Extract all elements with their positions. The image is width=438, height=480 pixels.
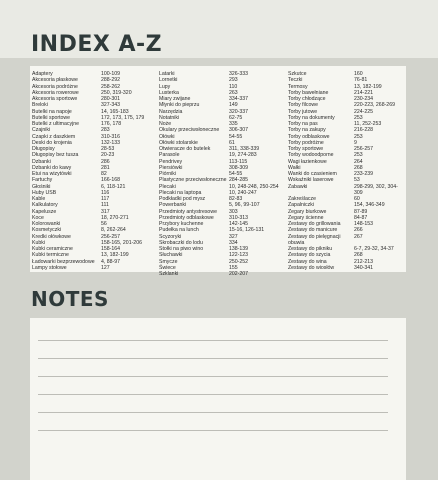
index-term: Zestawy do pikniku (288, 246, 333, 252)
index-pages: 250-252 (229, 258, 249, 265)
note-line[interactable] (38, 412, 388, 413)
index-pages: 20-23 (101, 152, 115, 159)
index-term: Wałki (288, 164, 301, 171)
index-pages: 122-123 (229, 252, 249, 259)
index-term: Smycze (159, 258, 178, 265)
index-pages: 54-55 (229, 171, 243, 177)
index-term: Zestawy do grillowania (288, 221, 341, 227)
index-term: Lupy (159, 83, 171, 90)
index-pages: 216-228 (354, 127, 374, 134)
index-term: Kalkulatory (32, 202, 58, 209)
index-term: Dzbanki do kawy (32, 164, 72, 171)
index-term: Kosmetyczki (32, 227, 62, 234)
index-pages: 87-89 (354, 208, 368, 215)
index-term: Scyzoryki (159, 233, 182, 240)
index-pages: 132-133 (101, 139, 121, 146)
index-term: Torby na pas (288, 121, 318, 127)
index-term: Kapelusze (32, 208, 57, 215)
index-term: Torby jutowe (288, 108, 318, 115)
index-pages: 142-145 (229, 221, 249, 227)
index-term: Narzędzia (159, 108, 183, 115)
index-term: Piersiówki (159, 164, 183, 171)
index-term: Torby na zakupy (288, 127, 326, 134)
index-pages: 13, 182-199 (354, 83, 382, 90)
index-term: Lornetki (159, 77, 178, 84)
index-pages: 6-7, 29-32, 34-37 (354, 246, 394, 252)
index-term: Otwieracze do butelek (159, 146, 211, 152)
index-term: Huby USB (32, 189, 57, 196)
index-term: Termosy (288, 83, 308, 90)
index-term: Adaptery (32, 71, 53, 77)
index-pages: 256-257 (354, 146, 374, 152)
index-term: Latarki (159, 71, 175, 77)
index-pages: 54-55 (229, 133, 243, 140)
index-term: Zapalniczki (288, 202, 314, 209)
index-pages: 311, 338-339 (229, 146, 260, 152)
index-term: Zestawy do szycia (288, 252, 331, 259)
index-pages: 283 (101, 127, 110, 134)
index-pages: 280-301 (101, 96, 121, 102)
index-pages: 230-234 (354, 96, 374, 102)
index-term: Okulary przeciwsłoneczne (159, 127, 220, 134)
index-pages: 256-257 (101, 233, 121, 240)
index-term: Lusterka (159, 89, 179, 96)
index-pages: 284-285 (229, 177, 249, 184)
index-pages: 62-75 (229, 114, 243, 121)
index-pages: 258-262 (101, 83, 121, 90)
index-pages: 214-221 (354, 89, 374, 96)
index-term: Długopisy bez tusza (32, 152, 79, 159)
index-pages: 158-164 (101, 246, 121, 252)
index-term: Zabawki (288, 183, 308, 190)
index-pages: 82 (101, 171, 107, 177)
index-term: Kubki ceramiczne (32, 246, 73, 252)
index-term: Skrobaczki do lodu (159, 239, 203, 246)
index-term: Torby sportowe (288, 146, 324, 152)
index-term: Plecaki na laptopa (159, 189, 202, 196)
index-term: Torby filcowe (288, 102, 318, 109)
index-pages: 166-168 (101, 177, 121, 184)
index-term: Pudełka na lunch (159, 227, 199, 234)
index-term: obuwia (288, 239, 305, 246)
index-term: Słuchawki (159, 252, 183, 259)
index-term: Plecaki (159, 183, 176, 190)
index-term: Akcesoria podróżne (32, 83, 78, 90)
index-term: Głośniki (32, 183, 51, 190)
index-pages: 149 (229, 102, 238, 109)
index-pages: 306-307 (229, 127, 249, 134)
index-term: Ołówki (159, 133, 175, 140)
index-column-3 (288, 71, 404, 271)
index-pages: 14, 165-183 (101, 108, 129, 115)
index-pages: 309 (354, 189, 363, 196)
index-pages: 310-316 (101, 133, 121, 140)
index-entry (32, 265, 152, 271)
index-pages: 266 (354, 227, 363, 234)
index-term: Zestawy do manicure (288, 227, 338, 234)
index-term: Breloki (32, 102, 48, 109)
index-pages: 293 (229, 77, 238, 84)
index-pages: 8, 262-264 (101, 227, 126, 234)
index-pages: 61 (229, 139, 235, 146)
index-entry (288, 265, 404, 271)
index-term: Zegary ścienne (288, 214, 324, 221)
note-line[interactable] (38, 394, 388, 395)
index-pages: 28-53 (101, 146, 115, 152)
index-entry (159, 271, 279, 277)
index-term: Kubki (32, 239, 45, 246)
index-term: Kolorowanki (32, 221, 61, 227)
index-pages: 268 (354, 252, 363, 259)
index-pages: 264 (354, 158, 363, 165)
index-pages: 334 (229, 239, 238, 246)
index-pages: 5, 96, 99-107 (229, 202, 260, 209)
index-term: Butelki sportowe (32, 114, 71, 121)
index-pages: 117 (101, 196, 110, 202)
index-term: Stołki na piwo wino (159, 246, 204, 252)
index-term: Noże (159, 121, 172, 127)
index-term: Szklanki (159, 271, 179, 277)
index-term: Młynki do pieprzu (159, 102, 200, 109)
index-term: Czajniki (32, 127, 51, 134)
index-pages: 116 (101, 189, 110, 196)
index-pages: 310-313 (229, 214, 249, 221)
index-pages: 10, 248-248, 250-254 (229, 183, 279, 190)
index-term: Deski do krojenia (32, 139, 72, 146)
index-pages: 111 (101, 202, 109, 209)
index-term: Kubki termiczne (32, 252, 69, 259)
index-term: Parasole (159, 152, 180, 159)
index-pages: 267 (354, 233, 363, 240)
index-pages: 288-292 (101, 77, 121, 84)
index-pages: 84-87 (354, 214, 368, 221)
index-pages: 148-153 (354, 221, 374, 227)
index-pages: 308-309 (229, 164, 249, 171)
index-pages: 113-115 (229, 158, 248, 165)
index-pages: 10, 240-247 (229, 189, 257, 196)
index-term: Ładowarki bezprzewodowe (32, 258, 95, 265)
index-term: Miary zwijane (159, 96, 191, 102)
index-panel (30, 66, 406, 277)
index-pages: 327-343 (101, 102, 121, 109)
index-column-2 (159, 71, 279, 277)
index-pages: 53 (354, 177, 360, 184)
index-pages: 76-81 (354, 77, 368, 84)
index-pages: 334-337 (229, 96, 249, 102)
index-term: Wanki do czasieniem (288, 171, 337, 177)
index-pages: 160 (354, 71, 363, 77)
index-term: Dzbanki (32, 158, 51, 165)
index-term: Szkutce (288, 71, 307, 77)
index-pages: 82-83 (229, 196, 243, 202)
note-line[interactable] (38, 430, 388, 431)
index-pages: 13, 182-199 (101, 252, 129, 259)
index-term: Torby chłodzące (288, 96, 326, 102)
index-term: Torby odblaskowe (288, 133, 330, 140)
index-term: Torby wodoodporne (288, 152, 334, 159)
index-pages: 100-109 (101, 71, 121, 77)
notes-panel (30, 318, 406, 480)
index-pages: 303 (229, 208, 238, 215)
index-pages: 155 (229, 264, 238, 271)
note-line[interactable] (38, 358, 388, 359)
index-term: Torby bawełniane (288, 89, 329, 96)
index-pages: 19, 274-283 (229, 152, 257, 159)
index-pages: 60 (354, 196, 360, 202)
index-term: Torby na dokumenty (288, 114, 335, 121)
index-pages: 286 (101, 158, 110, 165)
index-pages: 253 (354, 133, 363, 140)
index-term: Długopisy (32, 146, 55, 152)
index-pages: 4, 88-97 (101, 258, 121, 265)
index-term: Czapki z daszkiem (32, 133, 76, 140)
index-term: Wagi łazienkowe (288, 158, 327, 165)
index-term: Wskaźniki laserowe (288, 177, 334, 184)
index-pages: 15-16, 126-131 (229, 227, 265, 234)
index-term: Zegary biurkowe (288, 208, 327, 215)
index-pages: 11, 252-253 (354, 121, 382, 127)
index-term: Torby podróżne (288, 139, 324, 146)
index-pages: 340-341 (354, 264, 374, 271)
index-term: Teczki (288, 77, 303, 84)
index-term: Fartuchy (32, 177, 53, 184)
index-term: Koce (32, 214, 44, 221)
index-pages: 127 (101, 264, 110, 271)
index-term: Przedmioty odblaskowe (159, 214, 214, 221)
index-term: Powerbanki (159, 202, 187, 209)
index-term: Lampy stołowe (32, 264, 67, 271)
index-pages: 268 (354, 164, 363, 171)
index-pages: 233-239 (354, 171, 374, 177)
index-pages: 320-337 (229, 108, 249, 115)
index-pages: 263 (229, 89, 238, 96)
index-column-1 (32, 71, 152, 271)
index-term: Akcesoria rowerowe (32, 89, 79, 96)
index-pages: 317 (101, 208, 110, 215)
index-title: INDEX A-Z (31, 32, 163, 57)
index-term: Plastyczne przeciwsłoneczne (159, 177, 227, 184)
index-term: Zestawy do pielęgnacji (288, 233, 341, 240)
index-pages: 18, 270-271 (101, 214, 129, 221)
index-term: Zestawy do wiosłów (288, 264, 335, 271)
index-term: Pendrivey (159, 158, 183, 165)
index-term: Ołówki stolarskie (159, 139, 198, 146)
index-term: Zakreślacze (288, 196, 316, 202)
index-term: Przedmioty antystresowe (159, 208, 217, 215)
index-pages: 158-165, 201-206 (101, 239, 142, 246)
index-pages: 9 (354, 139, 357, 146)
index-term: Butelki na napoje (32, 108, 72, 115)
index-pages: 253 (354, 152, 363, 159)
index-pages: 56 (101, 221, 107, 227)
index-term: Etui na wizytówki (32, 171, 72, 177)
index-pages: 327 (229, 233, 238, 240)
index-term: Butelki z ultimacyjne (32, 121, 79, 127)
index-term: Kable (32, 196, 46, 202)
note-line[interactable] (38, 340, 388, 341)
index-term: Piórniki (159, 171, 177, 177)
index-term: Świece (159, 264, 176, 271)
index-pages: 176, 178 (101, 121, 122, 127)
index-pages: 6, 118-121 (101, 183, 126, 190)
index-pages: 224-225 (354, 108, 374, 115)
index-term: Akcesoria sportowe (32, 96, 78, 102)
index-pages: 202-207 (229, 271, 249, 277)
index-pages: 250, 319-320 (101, 89, 132, 96)
index-term: Przybory kuchenne (159, 221, 204, 227)
index-term: Zestawy do wina (288, 258, 327, 265)
index-term: Akcesoria płaskowe (32, 77, 78, 84)
index-pages: 335 (229, 121, 238, 127)
index-pages: 212-213 (354, 258, 374, 265)
index-term: Podkładki pod mysz (159, 196, 206, 202)
index-pages: 138-139 (229, 246, 249, 252)
index-term: Notatniki (159, 114, 180, 121)
index-pages: 110 (229, 83, 238, 90)
index-pages: 281 (101, 164, 110, 171)
index-pages: 172, 173, 175, 179 (101, 114, 145, 121)
index-pages: 220-223, 268-269 (354, 102, 395, 109)
index-pages: 253 (354, 114, 363, 121)
index-pages: 298-299, 302, 304- (354, 183, 398, 190)
index-pages: 326-333 (229, 71, 249, 77)
index-term: Kredki ołówkowe (32, 233, 71, 240)
notes-title: NOTES (31, 287, 109, 311)
index-pages: 154, 346-349 (354, 202, 385, 209)
note-line[interactable] (38, 376, 388, 377)
